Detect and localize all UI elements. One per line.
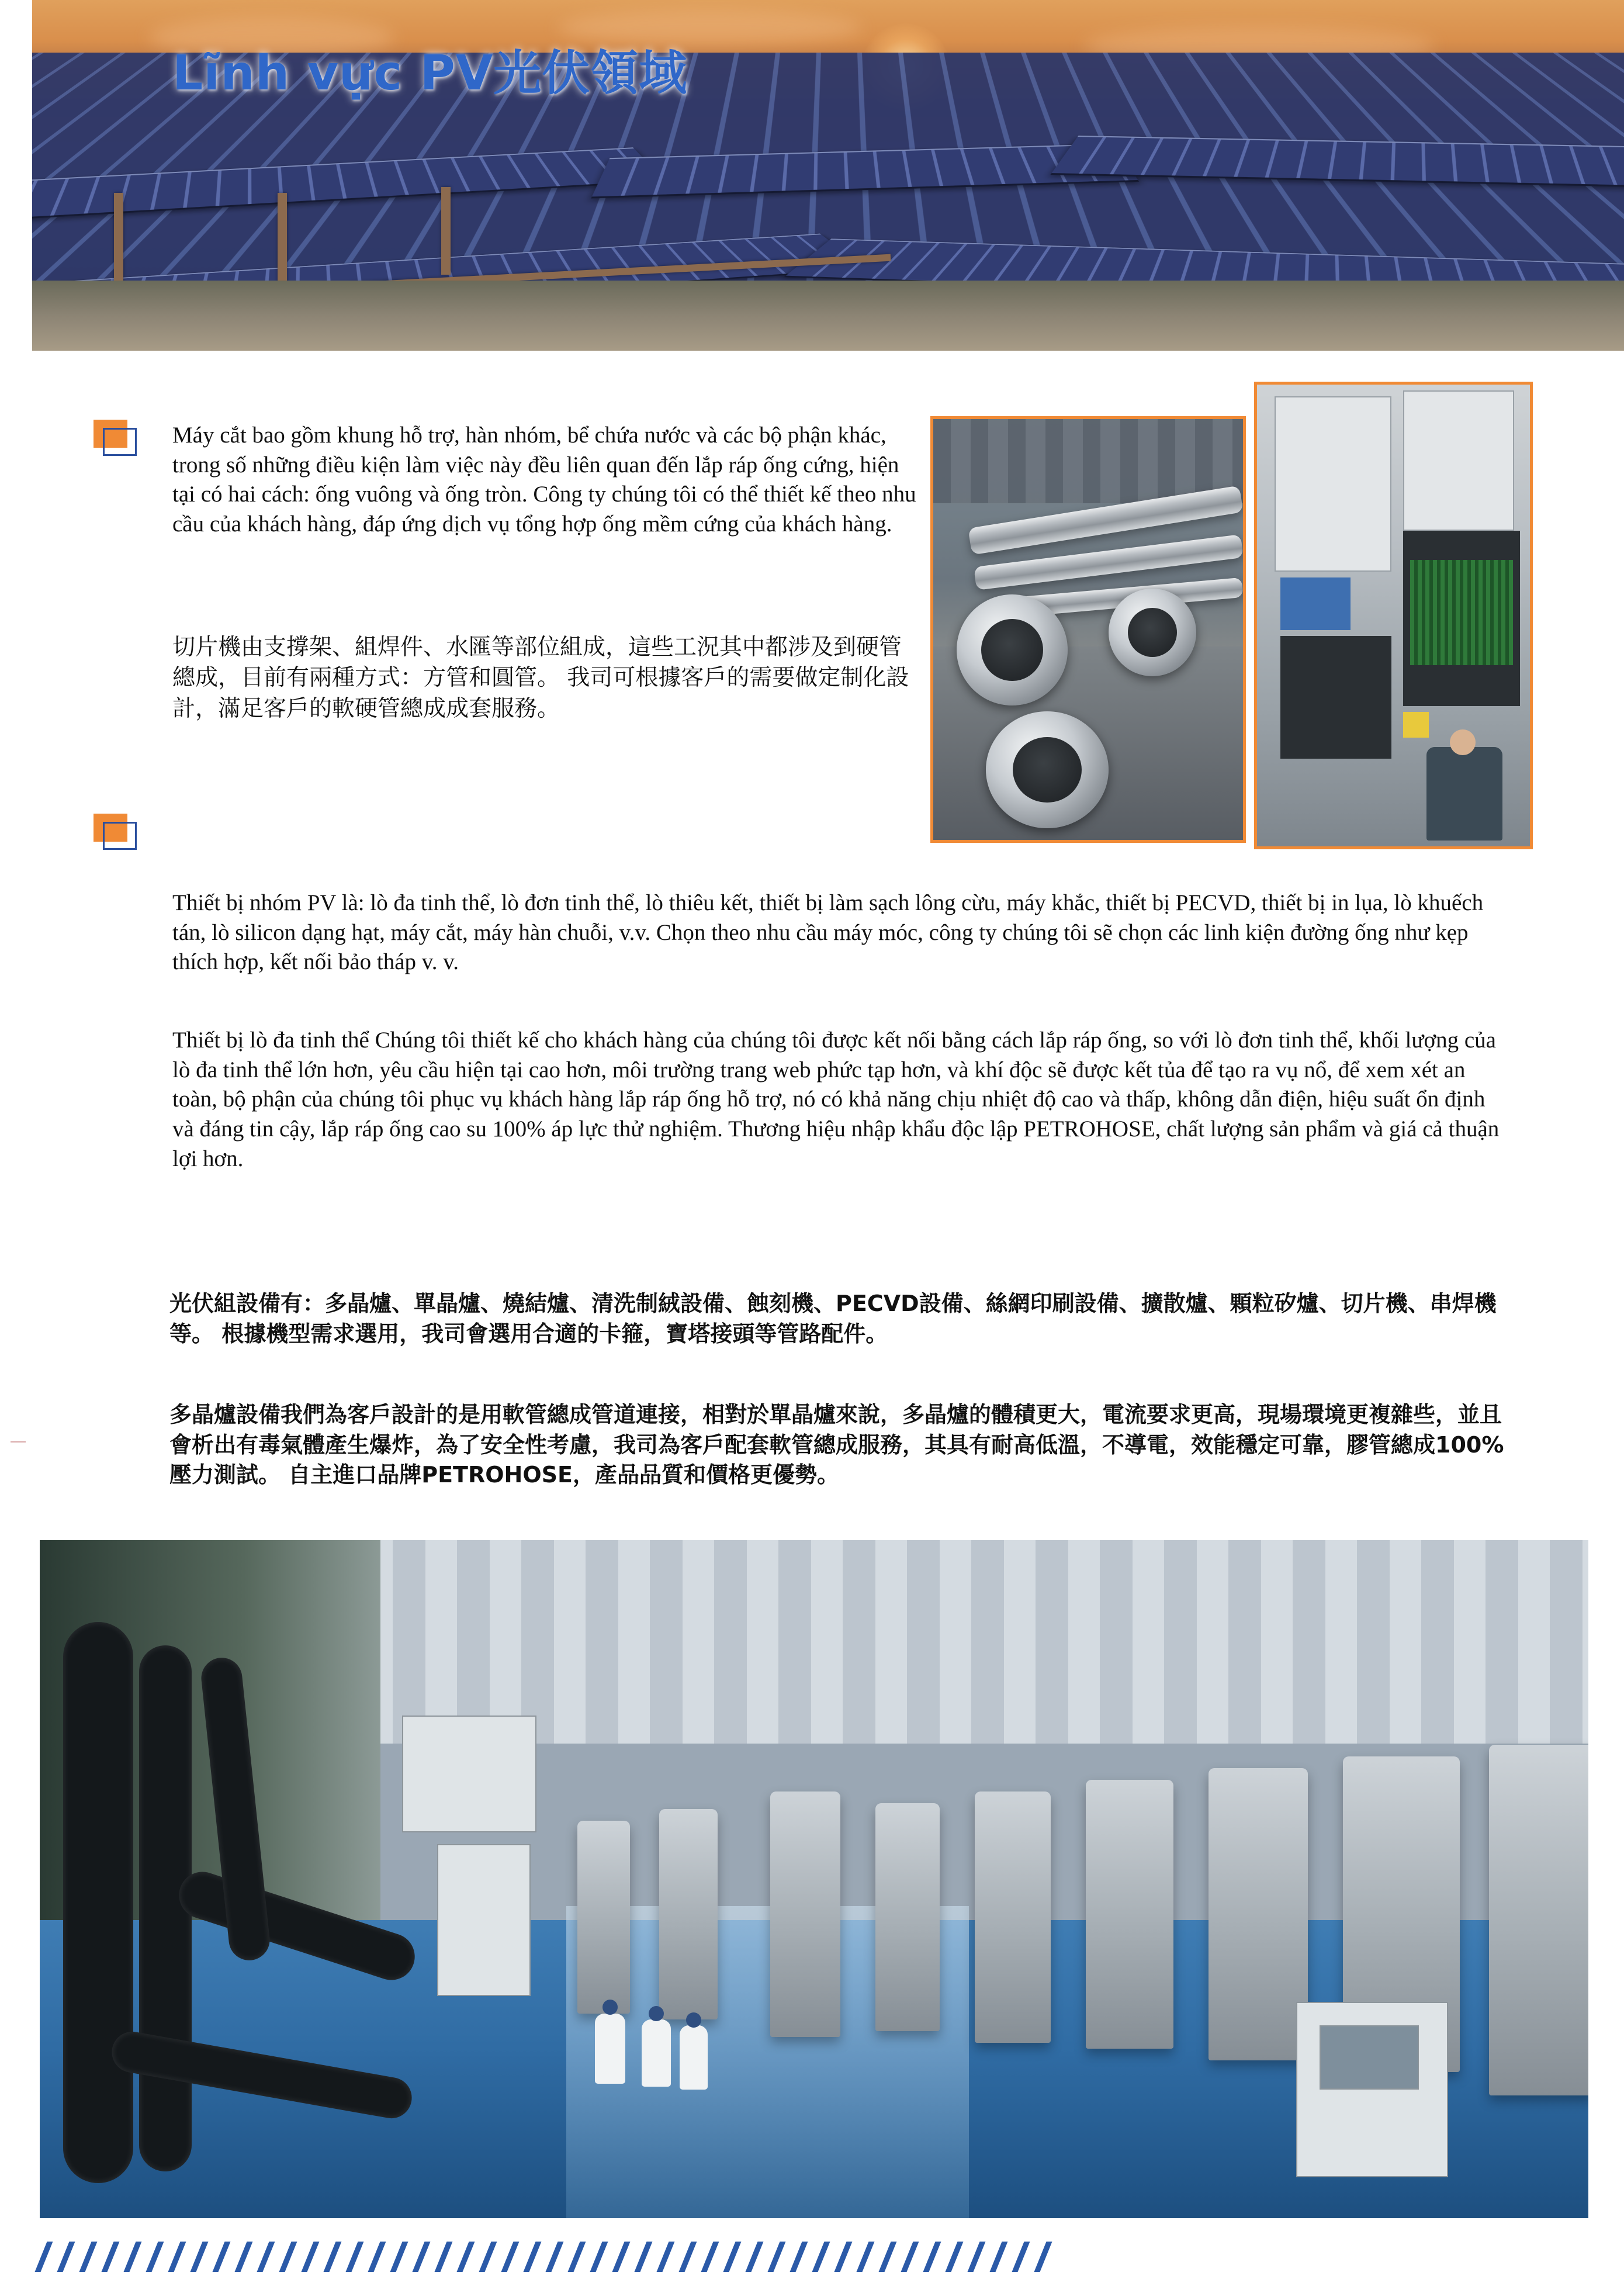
pipe-flange — [986, 711, 1109, 828]
chevron-mark — [901, 2242, 919, 2272]
chevron-mark — [434, 2242, 452, 2272]
chevron-mark — [989, 2242, 1007, 2272]
chevron-mark — [723, 2242, 741, 2272]
control-panel — [1320, 2025, 1419, 2090]
worker-head — [686, 2012, 701, 2028]
chevron-mark — [812, 2242, 830, 2272]
chevron-mark — [745, 2242, 763, 2272]
chevron-mark — [767, 2242, 785, 2272]
pipe-flange — [957, 594, 1068, 705]
chevron-mark — [57, 2242, 75, 2272]
section-2-paragraph-vi-2: Thiết bị lò đa tinh thể Chúng tôi thiết kế cho khách hàng của chúng tôi được kết nối bằng cách lắp ráp ống, so với lò đơn tinh thể, khối lượng của lò đa tinh thể lớn hơn, yêu cầu hiện tại cao hơn, môi trường trang web phức tạp hơn, và khí độc sẽ được kết tủa để tạo ra vụ nổ, để xem xét an toàn, bộ phận của chúng tôi phục vụ khách hàng lắp ráp ống hỗ trợ, nó có khả năng chịu nhiệt độ cao và thấp, không dẫn điện, hiệu suất ổn định và đáng tin cậy, lắp ráp ống cao su 100% áp lực thử nghiệm. Thương hiệu nhập khẩu độc lập PETROHOSE, chất lượng sản phẩm và giá cả thuận lợi hơn. — [172, 1028, 1500, 1171]
chevron-mark — [856, 2242, 874, 2272]
machine-panel — [1403, 390, 1514, 531]
machine-dark-module — [1280, 636, 1391, 759]
bullet-blue-outline-square — [103, 822, 137, 850]
chevron-mark — [279, 2242, 297, 2272]
equipment-module — [402, 1716, 536, 1832]
worker-figure — [642, 2019, 671, 2087]
chevron-mark — [967, 2242, 985, 2272]
worker-head — [1450, 729, 1476, 755]
worker-figure — [595, 2014, 625, 2084]
chevron-mark — [923, 2242, 941, 2272]
chevron-mark — [567, 2242, 586, 2272]
section-2-paragraph-zh-1: 光伏組設備有：多晶爐、單晶爐、燒結爐、清洗制絨設備、蝕刻機、PECVD設備、絲網印刷設備、擴散爐、顆粒矽爐、切片機、串焊機等。 根據機型需求選用，我司會選用合適的卡箍，寶塔接頭等管路配件。 — [169, 1291, 1497, 1347]
photo-ceiling — [933, 419, 1243, 503]
chevron-mark — [390, 2242, 408, 2272]
chevron-mark — [501, 2242, 519, 2272]
equipment-module — [437, 1844, 531, 1996]
furnace-unit — [577, 1821, 630, 2014]
bullet-blue-outline-square — [103, 428, 137, 456]
furnace-unit — [1086, 1780, 1173, 2049]
section-2-paragraph-zh-2: 多晶爐設備我們為客戶設計的是用軟管總成管道連接，相對於單晶爐來說，多晶爐的體積更大，電流要求更高，現場環境更複雜些，並且會析出有毒氣體產生爆炸，為了安全性考慮，我司為客戶配套軟管總成服務，其具有耐高低溫，不導電，效能穩定可靠，膠管總成100%壓力測試。 自主進口品牌PETROHOSE，產品品質和價格更優勢。 — [169, 1402, 1504, 1488]
chevron-mark — [678, 2242, 697, 2272]
machine-panel — [1275, 396, 1391, 572]
worker-head — [602, 2000, 618, 2015]
page-edge-mark — [11, 1441, 26, 1443]
hero-ground — [32, 281, 1624, 351]
chevron-mark — [1034, 2242, 1052, 2272]
chevron-mark — [101, 2242, 119, 2272]
hydraulic-hose — [63, 1622, 133, 2183]
pecvd-equipment-interior-photo — [1254, 382, 1533, 849]
furnace-unit — [659, 1809, 718, 2019]
panel-support-strut — [114, 193, 123, 286]
chevron-mark — [79, 2242, 97, 2272]
chevron-mark — [945, 2242, 963, 2272]
chevron-mark — [834, 2242, 852, 2272]
chevron-mark — [612, 2242, 630, 2272]
footer-chevron-strip — [41, 2242, 1590, 2277]
chevron-mark — [368, 2242, 386, 2272]
panel-support-strut — [441, 187, 451, 275]
chevron-mark — [234, 2242, 252, 2272]
chevron-mark — [345, 2242, 363, 2272]
chevron-mark — [1012, 2242, 1030, 2272]
chevron-mark — [412, 2242, 430, 2272]
chevron-mark — [523, 2242, 541, 2272]
chevron-mark — [301, 2242, 319, 2272]
furnace-unit — [875, 1803, 940, 2031]
section-1-paragraph-vi: Máy cắt bao gồm khung hỗ trợ, hàn nhóm, bể chứa nước và các bộ phận khác, trong số những điều kiện làm việc này đều liên quan đến lắp ráp ống cứng, hiện tại có hai cách: ống vuông và ống tròn. Công ty chúng tôi có thể thiết kế theo nhu cầu của khách hàng, đáp ứng dịch vụ tổng hợp ống mềm cứng của khách hàng. — [172, 423, 916, 537]
furnace-unit — [975, 1791, 1051, 2043]
page-title: Lĩnh vực PV光伏領域 — [172, 46, 688, 101]
chevron-mark — [590, 2242, 608, 2272]
cable-bundle — [1410, 560, 1513, 665]
warning-label — [1403, 712, 1429, 738]
pipe-bore — [981, 619, 1043, 681]
pipe-flange — [1109, 589, 1196, 676]
chevron-mark — [456, 2242, 475, 2272]
pipe-bore — [1013, 737, 1082, 803]
chevron-mark — [323, 2242, 341, 2272]
chevron-mark — [190, 2242, 208, 2272]
panel-support-strut — [278, 193, 287, 292]
chevron-mark — [257, 2242, 275, 2272]
chevron-mark — [123, 2242, 141, 2272]
stainless-steel-pipe-assemblies-photo — [930, 416, 1246, 843]
worker-figure — [1426, 747, 1502, 841]
polysilicon-furnace-workshop-photo — [40, 1540, 1588, 2218]
chevron-mark — [146, 2242, 164, 2272]
bullet-marker-section-2 — [94, 814, 137, 850]
worker-figure — [680, 2025, 708, 2090]
worker-head — [649, 2006, 664, 2021]
pipe-bore — [1128, 608, 1177, 657]
section-1-paragraph-zh: 切片機由支撐架、組焊件、水匯等部位組成，這些工況其中都涉及到硬管總成，目前有兩種方式：方管和圓管。 我司可根據客戶的需要做定制化設計，滿足客戶的軟硬管總成成套服務。 — [172, 634, 909, 722]
chevron-mark — [634, 2242, 652, 2272]
hero-banner — [32, 0, 1624, 351]
machine-blue-part — [1280, 577, 1351, 630]
chevron-mark — [168, 2242, 186, 2272]
chevron-mark — [34, 2242, 53, 2272]
chevron-mark — [479, 2242, 497, 2272]
bullet-marker-section-1 — [94, 420, 137, 456]
chevron-mark — [545, 2242, 563, 2272]
chevron-mark — [212, 2242, 230, 2272]
furnace-unit — [1489, 1745, 1588, 2095]
furnace-unit — [770, 1791, 840, 2037]
furnace-unit — [1209, 1768, 1308, 2060]
chevron-mark — [878, 2242, 896, 2272]
chevron-mark — [701, 2242, 719, 2272]
section-2-paragraph-vi-1: Thiết bị nhóm PV là: lò đa tinh thể, lò đơn tinh thể, lò thiêu kết, thiết bị làm sạch lông cừu, máy khắc, thiết bị PECVD, thiết bị in lụa, lò khuếch tán, lò silicon dạng hạt, máy cắt, máy hàn chuỗi, v.v. Chọn theo nhu cầu máy móc, công ty chúng tôi sẽ chọn các linh kiện đường ống như kẹp thích hợp, kết nối bảo tháp v. v. — [172, 890, 1484, 975]
chevron-mark — [790, 2242, 808, 2272]
chevron-mark — [656, 2242, 674, 2272]
